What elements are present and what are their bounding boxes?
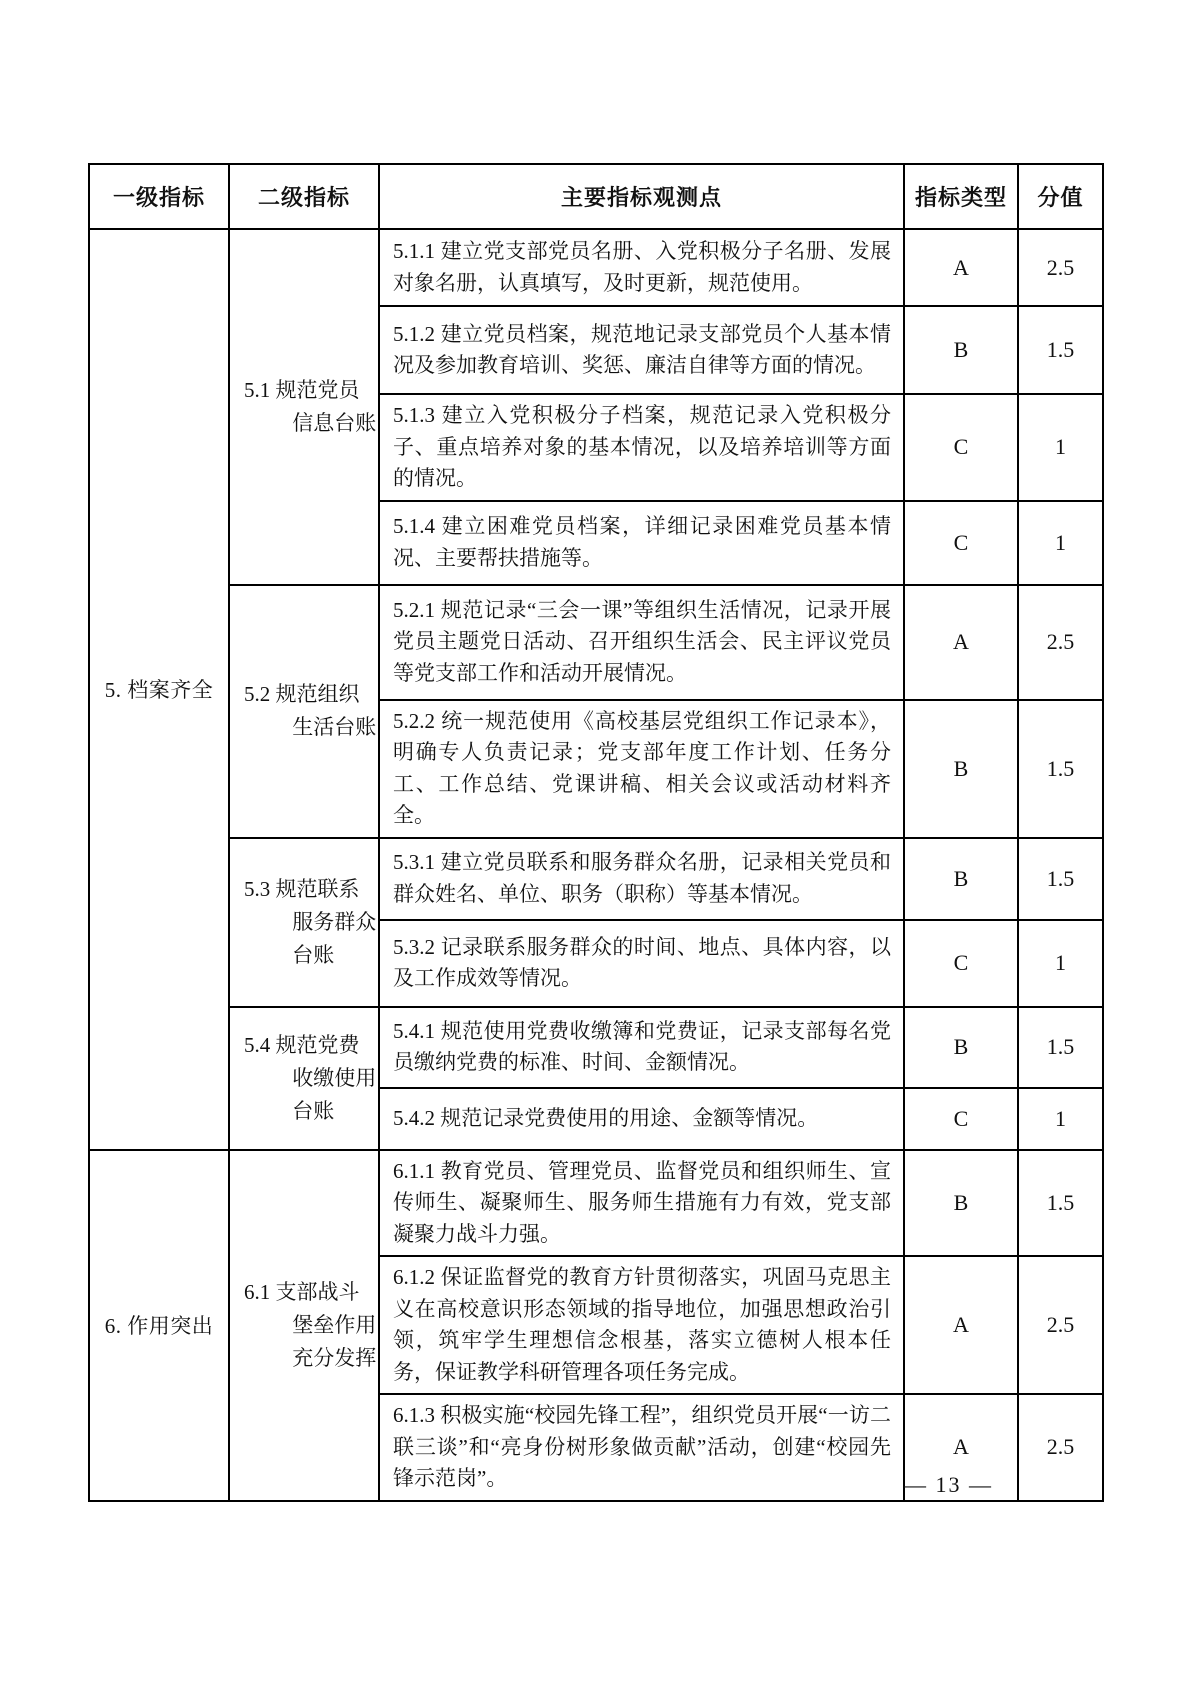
observation-cell-5-2-1: 5.2.1 规范记录“三会一课”等组织生活情况，记录开展党员主题党日活动、召开组织生活会、民主评议党员等党支部工作和活动开展情况。	[379, 585, 904, 700]
type-cell-5-3-2: C	[904, 920, 1018, 1007]
level2-label-line: 台账	[292, 942, 335, 967]
level2-label-line: 收缴使用	[292, 1065, 377, 1090]
observation-cell-6-1-3: 6.1.3 积极实施“校园先锋工程”，组织党员开展“一访二联三谈”和“亮身份树形象做贡献”活动，创建“校园先锋示范岗”。	[379, 1394, 904, 1501]
level2-cell-6-1	[229, 1150, 379, 1501]
type-cell-6-1-2: A	[904, 1256, 1018, 1394]
score-cell-5-3-2: 1	[1018, 920, 1103, 1007]
level2-label-line: 堡垒作用	[292, 1312, 377, 1337]
score-cell-5-4-2: 1	[1018, 1088, 1103, 1150]
type-cell-5-1-1: A	[904, 229, 1018, 306]
observation-cell-5-1-2: 5.1.2 建立党员档案，规范地记录支部党员个人基本情况及参加教育培训、奖惩、廉洁自律等方面的情况。	[379, 306, 904, 394]
type-cell-6-1-3: A	[904, 1394, 1018, 1501]
observation-cell-5-3-2: 5.3.2 记录联系服务群众的时间、地点、具体内容，以及工作成效等情况。	[379, 920, 904, 1007]
table-header-row	[89, 164, 1103, 229]
level2-label-line: 服务群众	[292, 909, 377, 934]
level2-label-line: 台账	[292, 1098, 335, 1123]
observation-cell-6-1-2: 6.1.2 保证监督党的教育方针贯彻落实，巩固马克思主义在高校意识形态领域的指导地位，加强思想政治引领，筑牢学生理想信念根基，落实立德树人根本任务，保证教学科研管理各项任务完成。	[379, 1256, 904, 1394]
type-cell-5-1-4: C	[904, 501, 1018, 585]
score-cell-5-1-3: 1	[1018, 394, 1103, 501]
score-cell-5-2-1: 2.5	[1018, 585, 1103, 700]
type-cell-5-4-1: B	[904, 1007, 1018, 1088]
level2-label-line: 5.3 规范联系	[244, 876, 360, 901]
score-cell-5-3-1: 1.5	[1018, 838, 1103, 920]
score-cell-5-2-2: 1.5	[1018, 700, 1103, 838]
table-row	[89, 1007, 1103, 1088]
observation-cell-5-4-2: 5.4.2 规范记录党费使用的用途、金额等情况。	[379, 1088, 904, 1150]
observation-cell-5-2-2: 5.2.2 统一规范使用《高校基层党组织工作记录本》， 明确专人负责记录；党支部年度工作计划、任务分工、工作总结、党课讲稿、相关会议或活动材料齐全。	[379, 700, 904, 838]
score-cell-5-4-1: 1.5	[1018, 1007, 1103, 1088]
type-cell-6-1-1: B	[904, 1150, 1018, 1257]
level2-cell-5-2	[229, 585, 379, 838]
observation-cell-5-4-1: 5.4.1 规范使用党费收缴簿和党费证，记录支部每名党员缴纳党费的标准、时间、金额情况。	[379, 1007, 904, 1088]
type-cell-5-2-2: B	[904, 700, 1018, 838]
level2-cell-5-3	[229, 838, 379, 1007]
header-cell-level1: 一级指标	[89, 164, 229, 229]
level2-label-line: 5.2 规范组织	[244, 682, 360, 706]
level1-cell-5: 5. 档案齐全	[89, 229, 229, 1150]
score-cell-5-1-4: 1	[1018, 501, 1103, 585]
table-row	[89, 229, 1103, 306]
level2-label-line: 信息台账	[292, 410, 377, 435]
level2-cell-5-4	[229, 1007, 379, 1150]
observation-cell-5-1-1: 5.1.1 建立党支部党员名册、入党积极分子名册、发展对象名册，认真填写，及时更新，规范使用。	[379, 229, 904, 306]
level2-label-line: 6.1 支部战斗	[244, 1279, 360, 1304]
score-cell-5-1-1: 2.5	[1018, 229, 1103, 306]
type-cell-5-2-1: A	[904, 585, 1018, 700]
header-cell-score: 分值	[1018, 164, 1103, 229]
level2-label-line: 5.1 规范党员	[244, 377, 360, 402]
table-row	[89, 1150, 1103, 1257]
indicator-table	[88, 163, 1104, 1502]
observation-cell-5-1-4: 5.1.4 建立困难党员档案，详细记录困难党员基本情况、主要帮扶措施等。	[379, 501, 904, 585]
table-row	[89, 585, 1103, 700]
header-cell-type: 指标类型	[904, 164, 1018, 229]
observation-cell-6-1-1: 6.1.1 教育党员、管理党员、监督党员和组织师生、宣传师生、凝聚师生、服务师生措施有力有效，党支部凝聚力战斗力强。	[379, 1150, 904, 1257]
level2-cell-5-1	[229, 229, 379, 585]
observation-cell-5-3-1: 5.3.1 建立党员联系和服务群众名册，记录相关党员和群众姓名、单位、职务（职称）等基本情况。	[379, 838, 904, 920]
type-cell-5-3-1: B	[904, 838, 1018, 920]
score-cell-5-1-2: 1.5	[1018, 306, 1103, 394]
score-cell-6-1-3: 2.5	[1018, 1394, 1103, 1501]
score-cell-6-1-2: 2.5	[1018, 1256, 1103, 1394]
header-cell-observation: 主要指标观测点	[379, 164, 904, 229]
level2-label-line: 生活台账	[292, 715, 377, 739]
header-cell-level2: 二级指标	[229, 164, 379, 229]
page-number: — 13 —	[904, 1472, 993, 1497]
type-cell-5-1-2: B	[904, 306, 1018, 394]
level2-label-line: 5.4 规范党费	[244, 1032, 360, 1057]
observation-cell-5-1-3: 5.1.3 建立入党积极分子档案，规范记录入党积极分子、重点培养对象的基本情况，以及培养培训等方面的情况。	[379, 394, 904, 501]
type-cell-5-4-2: C	[904, 1088, 1018, 1150]
level1-cell-6: 6. 作用突出	[89, 1150, 229, 1501]
level2-label-line: 充分发挥	[292, 1345, 377, 1370]
score-cell-6-1-1: 1.5	[1018, 1150, 1103, 1257]
table-row	[89, 838, 1103, 920]
type-cell-5-1-3: C	[904, 394, 1018, 501]
